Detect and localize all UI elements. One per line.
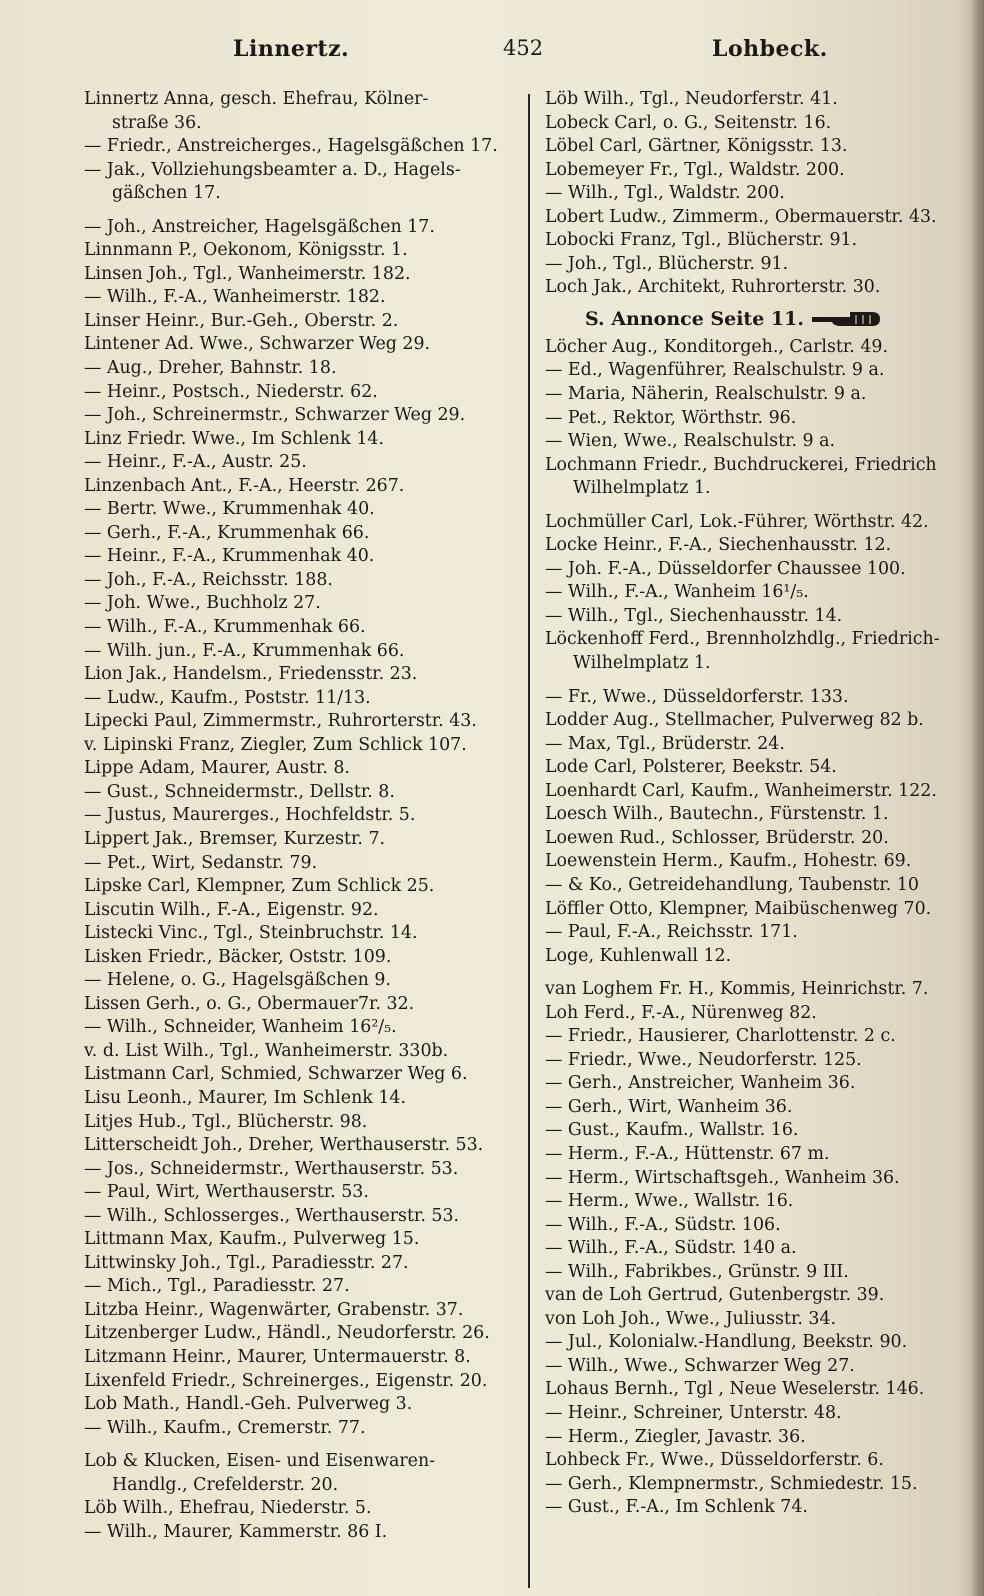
directory-entry: — Jos., Schneidermstr., Werthauserstr. 53.: [84, 1158, 459, 1179]
directory-entry: Lob Math., Handl.-Geh. Pulverweg 3.: [84, 1394, 413, 1415]
directory-entry: — Fr., Wwe., Düsseldorferstr. 133.: [545, 686, 849, 707]
header-left-keyword: Linnertz.: [233, 36, 350, 62]
page-number: 452: [503, 36, 544, 60]
directory-entry: — Joh. Wwe., Buchholz 27.: [84, 593, 321, 614]
header-right-keyword: Lohbeck.: [712, 36, 828, 62]
directory-entry: Lipske Carl, Klempner, Zum Schlick 25.: [84, 876, 435, 897]
entry-spacer: [84, 1440, 516, 1450]
directory-entry: — Wilh., Fabrikbes., Grünstr. 9 III.: [545, 1261, 849, 1282]
directory-entry: — Helene, o. G., Hagelsgäßchen 9.: [84, 970, 391, 991]
right-column: [545, 88, 970, 1520]
directory-entry: van de Loh Gertrud, Gutenbergstr. 39.: [545, 1285, 885, 1306]
directory-entry: — Wilh., F.-A., Südstr. 140 a.: [545, 1238, 797, 1259]
entry-continuation: Wilhelmplatz 1.: [573, 478, 711, 499]
directory-entry: — Gust., F.-A., Im Schlenk 74.: [545, 1497, 808, 1518]
directory-entry: — Gerh., F.-A., Krummenhak 66.: [84, 522, 370, 543]
directory-entry: — Wilh., Schlosserges., Werthauserstr. 53.: [84, 1205, 460, 1226]
directory-entry: — Friedr., Wwe., Neudorferstr. 125.: [545, 1049, 862, 1070]
directory-entry: Loewenstein Herm., Kaufm., Hohestr. 69.: [545, 851, 912, 872]
directory-entry: Loh Ferd., F.-A., Nürenweg 82.: [545, 1002, 817, 1023]
directory-entry: Löckenhoff Ferd., Brennholzhdlg., Friedrich-: [545, 629, 940, 650]
directory-entry: — Heinr., Schreiner, Unterstr. 48.: [545, 1402, 842, 1423]
pointing-hand-icon: [810, 309, 882, 329]
directory-entry: Lohbeck Fr., Wwe., Düsseldorferstr. 6.: [545, 1450, 884, 1471]
directory-entry: — Jul., Kolonialw.-Handlung, Beekstr. 90.: [545, 1332, 908, 1353]
directory-entry: Lintener Ad. Wwe., Schwarzer Weg 29.: [84, 334, 431, 355]
directory-entry: — Mich., Tgl., Paradiesstr. 27.: [84, 1276, 350, 1297]
directory-entry: Linnertz Anna, gesch. Ehefrau, Kölner-: [84, 89, 429, 109]
directory-entry: Loge, Kuhlenwall 12.: [545, 945, 732, 966]
entry-spacer: [545, 501, 970, 511]
directory-entry: — Herm., Wwe., Wallstr. 16.: [545, 1191, 794, 1212]
directory-entry: Litzmann Heinr., Maurer, Untermauerstr. 8.: [84, 1346, 471, 1367]
directory-entry: Linz Friedr. Wwe., Im Schlenk 14.: [84, 428, 384, 449]
directory-entry: — Ludw., Kaufm., Poststr. 11/13.: [84, 687, 371, 708]
directory-entry: — Wilh., F.-A., Wanheim 16¹/₅.: [545, 582, 809, 603]
entry-continuation: Handlg., Crefelderstr. 20.: [112, 1474, 339, 1495]
directory-entry: — Wilh., F.-A., Wanheimerstr. 182.: [84, 287, 386, 308]
directory-entry: — Wilh., Kaufm., Cremerstr. 77.: [84, 1417, 366, 1438]
directory-entry: Lobeck Carl, o. G., Seitenstr. 16.: [545, 112, 832, 133]
directory-entry: — Justus, Maurerges., Hochfeldstr. 5.: [84, 805, 416, 826]
directory-entry: Linzenbach Ant., F.-A., Heerstr. 267.: [84, 475, 405, 496]
entry-continuation: Wilhelmplatz 1.: [573, 653, 711, 674]
directory-entry: Lohaus Bernh., Tgl , Neue Weselerstr. 146.: [545, 1379, 925, 1400]
directory-entry: — Heinr., F.-A., Krummenhak 40.: [84, 546, 375, 567]
directory-entry: Lobocki Franz, Tgl., Blücherstr. 91.: [545, 230, 858, 251]
page-header: [0, 36, 984, 70]
directory-entry: Lode Carl, Polsterer, Beekstr. 54.: [545, 757, 837, 778]
directory-entry: — Wilh., Wwe., Schwarzer Weg 27.: [545, 1355, 855, 1376]
directory-entry: Liscutin Wilh., F.-A., Eigenstr. 92.: [84, 899, 379, 920]
directory-entry: Litjes Hub., Tgl., Blücherstr. 98.: [84, 1111, 368, 1132]
directory-entry: — Heinr., F.-A., Austr. 25.: [84, 452, 307, 473]
directory-entry: Loenhardt Carl, Kaufm., Wanheimerstr. 122.: [545, 780, 937, 801]
directory-entry: Lixenfeld Friedr., Schreinerges., Eigenstr. 20.: [84, 1370, 488, 1391]
directory-entry: — Wien, Wwe., Realschulstr. 9 a.: [545, 431, 836, 452]
directory-entry: Lissen Gerh., o. G., Obermauer7r. 32.: [84, 993, 415, 1014]
directory-entry: Locke Heinr., F.-A., Siechenhausstr. 12.: [545, 535, 892, 556]
directory-entry: — Gerh., Klempnermstr., Schmiedestr. 15.: [545, 1473, 918, 1494]
directory-entry: Lippe Adam, Maurer, Austr. 8.: [84, 758, 350, 779]
directory-entry: — Wilh., Schneider, Wanheim 16²/₅.: [84, 1017, 397, 1038]
directory-entry: — Friedr., Hausierer, Charlottenstr. 2 c.: [545, 1026, 896, 1047]
directory-entry: Linsen Joh., Tgl., Wanheimerstr. 182.: [84, 263, 411, 284]
directory-entry: — Wilh., Tgl., Waldstr. 200.: [545, 183, 785, 204]
directory-entry: Littmann Max, Kaufm., Pulverweg 15.: [84, 1229, 420, 1250]
directory-entry: Listmann Carl, Schmied, Schwarzer Weg 6.: [84, 1064, 468, 1085]
directory-entry: — Friedr., Anstreicherges., Hagelsgäßchen 17.: [84, 136, 498, 157]
directory-entry: Lodder Aug., Stellmacher, Pulverweg 82 b.: [545, 710, 924, 731]
directory-entry: — Gerh., Wirt, Wanheim 36.: [545, 1096, 793, 1117]
entry-spacer: [545, 676, 970, 686]
directory-entry: — Gust., Schneidermstr., Dellstr. 8.: [84, 781, 395, 802]
directory-entry: — Jak., Vollziehungsbeamter a. D., Hagels-: [84, 159, 461, 180]
directory-entry: — Wilh., F.-A., Krummenhak 66.: [84, 617, 366, 638]
directory-entry: von Loh Joh., Wwe., Juliusstr. 34.: [545, 1308, 837, 1329]
directory-entry: Löb Wilh., Tgl., Neudorferstr. 41.: [545, 89, 838, 109]
entry-spacer: [545, 968, 970, 978]
directory-entry: Loesch Wilh., Bautechn., Fürstenstr. 1.: [545, 804, 889, 825]
directory-entry: — Joh., Anstreicher, Hagelsgäßchen 17.: [84, 216, 435, 237]
directory-entry: — Joh., Tgl., Blücherstr. 91.: [545, 253, 789, 274]
directory-entry: Linser Heinr., Bur.-Geh., Oberstr. 2.: [84, 310, 399, 331]
directory-entry: Listecki Vinc., Tgl., Steinbruchstr. 14.: [84, 923, 418, 944]
directory-entry: — Ed., Wagenführer, Realschulstr. 9 a.: [545, 360, 885, 381]
directory-entry: — Wilh., Tgl., Siechenhausstr. 14.: [545, 605, 843, 626]
directory-entry: Lisu Leonh., Maurer, Im Schlenk 14.: [84, 1087, 407, 1108]
directory-entry: — Joh., Schreinermstr., Schwarzer Weg 29.: [84, 405, 466, 426]
directory-entry: — Heinr., Postsch., Niederstr. 62.: [84, 381, 378, 402]
directory-entry: v. Lipinski Franz, Ziegler, Zum Schlick 107.: [84, 734, 467, 755]
directory-entry: — Gust., Kaufm., Wallstr. 16.: [545, 1120, 799, 1141]
directory-entry: — Joh., F.-A., Reichsstr. 188.: [84, 569, 333, 590]
directory-entry: — Wilh., F.-A., Südstr. 106.: [545, 1214, 781, 1235]
column-divider: [528, 94, 530, 1588]
directory-entry: — Bertr. Wwe., Krummenhak 40.: [84, 499, 375, 520]
directory-entry: Löffler Otto, Klempner, Maibüschenweg 70.: [545, 898, 932, 919]
directory-entry: Loewen Rud., Schlosser, Brüderstr. 20.: [545, 827, 889, 848]
directory-entry: — Paul, F.-A., Reichsstr. 171.: [545, 922, 798, 943]
directory-entry: Löbel Carl, Gärtner, Königsstr. 13.: [545, 136, 848, 157]
directory-entry: — Pet., Rektor, Wörthstr. 96.: [545, 407, 797, 428]
directory-entry: — Wilh. jun., F.-A., Krummenhak 66.: [84, 640, 405, 661]
directory-entry: Löb Wilh., Ehefrau, Niederstr. 5.: [84, 1498, 372, 1519]
directory-entry: — Aug., Dreher, Bahnstr. 18.: [84, 358, 337, 379]
directory-entry: Löcher Aug., Konditorgeh., Carlstr. 49.: [545, 336, 889, 357]
advertisement-reference: [545, 306, 970, 332]
directory-entry: Litzba Heinr., Wagenwärter, Grabenstr. 37.: [84, 1299, 464, 1320]
directory-entry: Lipecki Paul, Zimmermstr., Ruhrorterstr. 43.: [84, 711, 477, 732]
directory-entry: — Maria, Näherin, Realschulstr. 9 a.: [545, 384, 867, 405]
directory-entry: — Joh. F.-A., Düsseldorfer Chaussee 100.: [545, 558, 906, 579]
directory-entry: — & Ko., Getreidehandlung, Taubenstr. 10: [545, 874, 919, 895]
directory-entry: Littwinsky Joh., Tgl., Paradiesstr. 27.: [84, 1252, 409, 1273]
directory-entry: — Herm., Ziegler, Javastr. 36.: [545, 1426, 806, 1447]
directory-entry: — Herm., Wirtschaftsgeh., Wanheim 36.: [545, 1167, 900, 1188]
directory-entry: — Pet., Wirt, Sedanstr. 79.: [84, 852, 318, 873]
directory-entry: — Herm., F.-A., Hüttenstr. 67 m.: [545, 1143, 830, 1164]
advertisement-text: S. Annonce Seite 11.: [585, 307, 804, 330]
directory-entry: — Gerh., Anstreicher, Wanheim 36.: [545, 1073, 856, 1094]
directory-entry: Lob & Klucken, Eisen- und Eisenwaren-: [84, 1451, 436, 1472]
directory-entry: van Loghem Fr. H., Kommis, Heinrichstr. 7.: [545, 979, 929, 1000]
directory-entry: Lippert Jak., Bremser, Kurzestr. 7.: [84, 828, 386, 849]
directory-entry: Lisken Friedr., Bäcker, Oststr. 109.: [84, 946, 392, 967]
directory-entry: Loch Jak., Architekt, Ruhrorterstr. 30.: [545, 277, 881, 298]
entry-continuation: straße 36.: [112, 112, 202, 133]
directory-entry: — Wilh., Maurer, Kammerstr. 86 I.: [84, 1521, 388, 1542]
left-column: [84, 88, 516, 1544]
directory-entry: Litzenberger Ludw., Händl., Neudorferstr. 26.: [84, 1323, 490, 1344]
entry-spacer: [84, 206, 516, 216]
directory-entry: Lochmann Friedr., Buchdruckerei, Friedrich: [545, 454, 937, 475]
directory-entry: Lochmüller Carl, Lok.-Führer, Wörthstr. 42.: [545, 511, 929, 532]
directory-entry: Linnmann P., Oekonom, Königsstr. 1.: [84, 240, 408, 261]
directory-entry: Lion Jak., Handelsm., Friedensstr. 23.: [84, 664, 418, 685]
directory-entry: Lobert Ludw., Zimmerm., Obermauerstr. 43.: [545, 206, 937, 227]
page-edge-shadow: [970, 0, 984, 1596]
directory-entry: Lobemeyer Fr., Tgl., Waldstr. 200.: [545, 159, 845, 180]
directory-entry: — Paul, Wirt, Werthauserstr. 53.: [84, 1182, 369, 1203]
entry-continuation: gäßchen 17.: [112, 183, 221, 204]
directory-entry: v. d. List Wilh., Tgl., Wanheimerstr. 330b.: [84, 1040, 449, 1061]
directory-entry: — Max, Tgl., Brüderstr. 24.: [545, 733, 785, 754]
directory-entry: Litterscheidt Joh., Dreher, Werthauserstr. 53.: [84, 1135, 484, 1156]
